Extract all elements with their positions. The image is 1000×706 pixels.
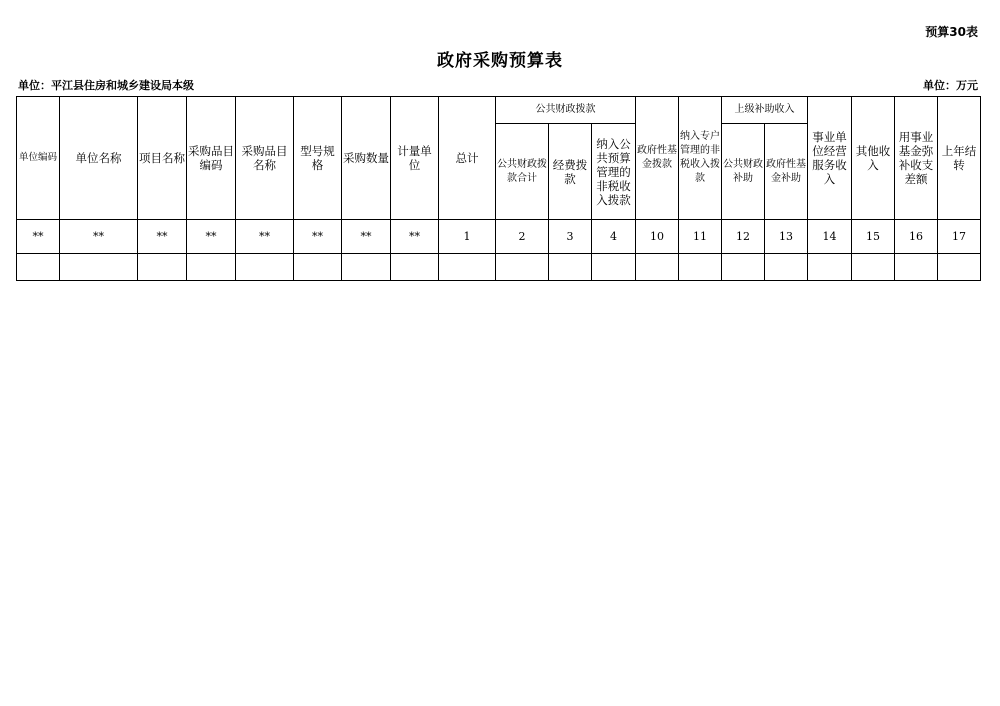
col-header-fund-balance: 用事业基金弥补收支差额 [895, 97, 938, 220]
table-cell: ** [294, 220, 342, 254]
col-header-business-income: 事业单位经营服务收入 [808, 97, 852, 220]
table-cell: 15 [852, 220, 895, 254]
procurement-budget-table [16, 96, 981, 281]
table-cell: 12 [722, 220, 765, 254]
table-row-empty [17, 254, 981, 281]
col-header-other-income: 其他收入 [852, 97, 895, 220]
table-cell: 11 [679, 220, 722, 254]
col-header-quantity: 采购数量 [342, 97, 391, 220]
col-header-superior-public-subsidy: 公共财政补助 [722, 124, 765, 220]
col-header-unit-code: 单位编码 [17, 97, 60, 220]
table-cell: ** [342, 220, 391, 254]
col-header-project-name: 项目名称 [138, 97, 187, 220]
col-group-public-finance: 公共财政拨款 [496, 97, 636, 124]
table-cell: ** [187, 220, 236, 254]
col-header-operating-appropriation: 经费拨款 [549, 124, 592, 220]
table-cell: ** [236, 220, 294, 254]
reporting-unit: 单位：平江县住房和城乡建设局本级 [18, 79, 194, 92]
col-header-unit-name: 单位名称 [60, 97, 138, 220]
col-header-carryover: 上年结转 [938, 97, 981, 220]
table-row [17, 220, 981, 254]
table-cell: 4 [592, 220, 636, 254]
table-cell: 2 [496, 220, 549, 254]
col-header-gov-fund: 政府性基金拨款 [636, 97, 679, 220]
table-cell: 17 [938, 220, 981, 254]
table-cell: 1 [439, 220, 496, 254]
table-cell: 10 [636, 220, 679, 254]
page-title: 政府采购预算表 [437, 51, 563, 71]
col-header-measure-unit: 计量单位 [391, 97, 439, 220]
col-header-nontax-budget: 纳入公共预算管理的非税收入拨款 [592, 124, 636, 220]
col-header-superior-fund-subsidy: 政府性基金补助 [765, 124, 808, 220]
table-cell: 3 [549, 220, 592, 254]
col-header-special-nontax: 纳入专户管理的非税收入拨款 [679, 97, 722, 220]
table-cell: ** [138, 220, 187, 254]
table-cell: ** [17, 220, 60, 254]
form-number: 预算30表 [925, 25, 978, 39]
table-cell: 13 [765, 220, 808, 254]
table-cell: ** [391, 220, 439, 254]
col-header-public-finance-total: 公共财政拨款合计 [496, 124, 549, 220]
table-cell: 16 [895, 220, 938, 254]
currency-unit: 单位：万元 [923, 79, 978, 92]
col-header-item-name: 采购品目名称 [236, 97, 294, 220]
col-header-model-spec: 型号规格 [294, 97, 342, 220]
col-header-total: 总计 [439, 97, 496, 220]
table-cell: 14 [808, 220, 852, 254]
col-header-item-code: 采购品目编码 [187, 97, 236, 220]
col-group-superior-subsidy: 上级补助收入 [722, 97, 808, 124]
table-cell: ** [60, 220, 138, 254]
